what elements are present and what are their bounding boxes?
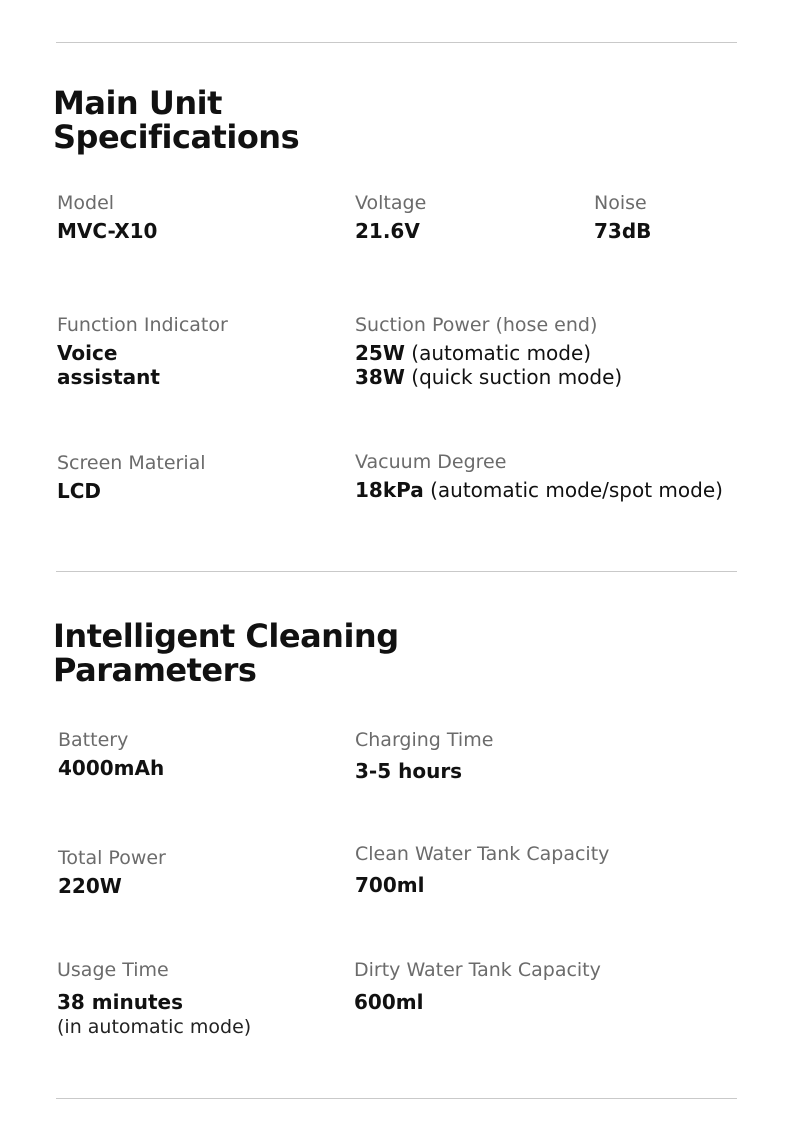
spec-value-line bbox=[355, 365, 622, 389]
section-title-line: Parameters bbox=[53, 651, 257, 689]
spec-label: Usage Time bbox=[57, 959, 169, 981]
spec-value: 38 minutes bbox=[57, 990, 183, 1014]
spec-value: 73dB bbox=[594, 219, 652, 243]
spec-label: Total Power bbox=[58, 847, 166, 869]
spec-value-note: (automatic mode/spot mode) bbox=[423, 478, 723, 502]
spec-value: 3-5 hours bbox=[355, 759, 463, 783]
spec-value bbox=[355, 478, 723, 502]
spec-value: MVC-X10 bbox=[57, 219, 158, 243]
spec-label: Noise bbox=[594, 192, 647, 214]
spec-label: Charging Time bbox=[355, 729, 494, 751]
spec-value-line bbox=[355, 341, 622, 365]
spec-label: Function Indicator bbox=[57, 314, 228, 336]
spec-value-line: assistant bbox=[57, 365, 160, 389]
section-title-main-unit bbox=[53, 86, 299, 154]
spec-value-note: (quick suction mode) bbox=[404, 365, 623, 389]
section-title-line: Main Unit bbox=[53, 84, 222, 122]
spec-value: 220W bbox=[58, 874, 122, 898]
spec-label: Clean Water Tank Capacity bbox=[355, 843, 610, 865]
spec-value-number: 25W bbox=[355, 341, 405, 365]
spec-value: 4000mAh bbox=[58, 756, 165, 780]
spec-dirty-water-tank bbox=[354, 958, 601, 1014]
spec-value: LCD bbox=[57, 479, 102, 503]
spec-charging-time bbox=[355, 728, 493, 783]
spec-model bbox=[57, 191, 157, 243]
spec-clean-water-tank bbox=[355, 842, 609, 897]
spec-label: Voltage bbox=[355, 192, 427, 214]
bottom-divider bbox=[56, 1098, 737, 1099]
spec-value: 600ml bbox=[354, 990, 424, 1014]
top-divider bbox=[56, 42, 737, 43]
spec-value: 700ml bbox=[355, 873, 425, 897]
spec-battery bbox=[58, 728, 164, 780]
section-title-line: Intelligent Cleaning bbox=[53, 617, 399, 655]
spec-function-indicator bbox=[57, 313, 228, 389]
spec-label: Model bbox=[57, 192, 115, 214]
spec-label: Suction Power (hose end) bbox=[355, 314, 598, 336]
spec-value: 21.6V bbox=[355, 219, 420, 243]
spec-usage-time bbox=[57, 958, 251, 1040]
section-divider bbox=[56, 571, 737, 572]
spec-label: Screen Material bbox=[57, 452, 206, 474]
section-title-intelligent-cleaning bbox=[53, 619, 399, 687]
spec-value-number: 38W bbox=[355, 365, 405, 389]
spec-label: Dirty Water Tank Capacity bbox=[354, 959, 601, 981]
spec-screen-material bbox=[57, 451, 206, 503]
spec-total-power bbox=[58, 846, 166, 898]
spec-voltage bbox=[355, 191, 426, 243]
spec-value-number: 18kPa bbox=[355, 478, 424, 502]
spec-suction-power bbox=[355, 313, 622, 389]
spec-value bbox=[355, 341, 622, 389]
spec-value-line: Voice bbox=[57, 341, 118, 365]
section-title-line: Specifications bbox=[53, 118, 300, 156]
spec-value bbox=[57, 341, 228, 389]
spec-value-note: (automatic mode) bbox=[404, 341, 592, 365]
spec-label: Vacuum Degree bbox=[355, 451, 507, 473]
spec-label: Battery bbox=[58, 729, 129, 751]
spec-noise bbox=[594, 191, 651, 243]
spec-vacuum-degree bbox=[355, 450, 723, 502]
spec-value-note: (in automatic mode) bbox=[57, 1016, 252, 1038]
